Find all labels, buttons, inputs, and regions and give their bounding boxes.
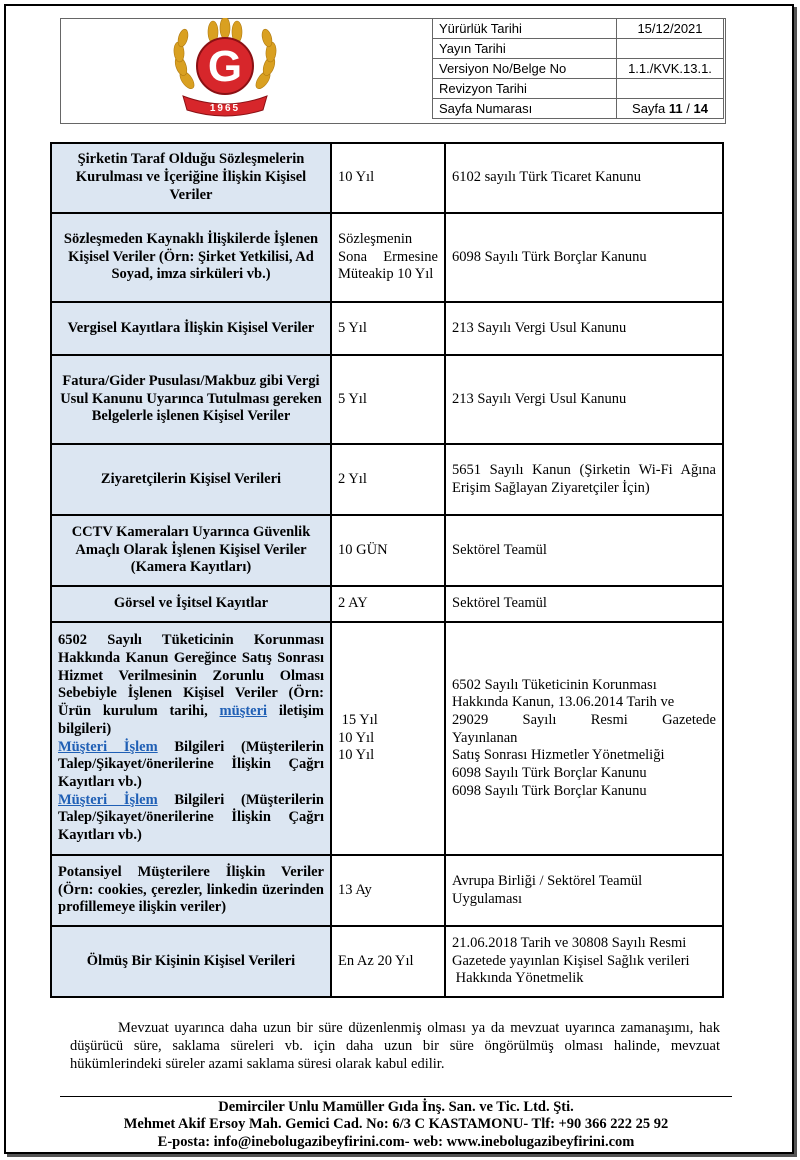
legal-note: Mevzuat uyarınca daha uzun bir süre düzenlenmiş olması ya da mevzuat uyarınca zamanaşımı, hak düşürücü süre, saklama süreleri vb. için daha uzun bir süre öngörülmüş olması halinde, mevzuat hükümlerindeki süreler azami saklama süresi olarak kabul edilir. xyxy=(70,1020,720,1072)
page-number: Sayfa 11 / 14 xyxy=(617,99,724,119)
data-category: Şirketin Taraf Olduğu Sözleşmelerin Kurulması ve İçeriğine İlişkin Kişisel Veriler xyxy=(51,143,331,213)
legal-basis xyxy=(445,622,723,855)
company-name: Demirciler Unlu Mamüller Gıda İnş. San. ve Tic. Ltd. Şti. xyxy=(218,1099,574,1115)
legal-basis-line: Hakkında Yönetmelik xyxy=(452,970,584,987)
info-row xyxy=(433,99,724,119)
footer-divider xyxy=(60,1096,732,1097)
legal-basis xyxy=(445,855,723,926)
retention-period: 10 Yıl xyxy=(331,143,445,213)
company-footer xyxy=(60,1099,732,1151)
legal-basis-line: Avrupa Birliği / Sektörel Teamül xyxy=(452,872,643,889)
table-row xyxy=(51,143,723,213)
info-value xyxy=(617,39,724,59)
company-contact: E-posta: info@inebolugazibeyfirini.com- web: www.inebolugazibeyfirini.com xyxy=(157,1133,635,1150)
legal-basis: Sektörel Teamül xyxy=(445,515,723,586)
retention-period: 2 AY xyxy=(331,586,445,622)
info-row xyxy=(433,79,724,99)
data-category: Ziyaretçilerin Kişisel Verileri xyxy=(51,444,331,515)
info-label: Versiyon No/Belge No xyxy=(433,59,617,79)
legal-basis: 213 Sayılı Vergi Usul Kanunu xyxy=(445,302,723,355)
table-row xyxy=(51,622,723,855)
table-row xyxy=(51,855,723,926)
info-value xyxy=(617,79,724,99)
retention-period: Sözleşmenin Sona Ermesine Müteakip 10 Yıl xyxy=(331,213,445,302)
legal-basis xyxy=(445,926,723,997)
info-row xyxy=(433,59,724,79)
data-category: Fatura/Gider Pusulası/Makbuz gibi Vergi Usul Kanunu Uyarınca Tutulması gereken Belgelerle işlenen Kişisel Veriler xyxy=(51,355,331,444)
retention-period xyxy=(331,622,445,855)
info-label: Yürürlük Tarihi xyxy=(433,19,617,39)
retention-period: 10 GÜN xyxy=(331,515,445,586)
info-value: 1.1./KVK.13.1. xyxy=(617,59,724,79)
legal-basis-line: 5651 Sayılı Kanun (Şirketin Wi-Fi Ağına xyxy=(452,461,716,478)
retention-period: 2 Yıl xyxy=(331,444,445,515)
table-row xyxy=(51,444,723,515)
data-category: Görsel ve İşitsel Kayıtlar xyxy=(51,586,331,622)
legal-basis: Sektörel Teamül xyxy=(445,586,723,622)
logo-letter: G xyxy=(207,42,243,91)
company-address: Mehmet Akif Ersoy Mah. Gemici Cad. No: 6/3 C KASTAMONU- Tlf: +90 366 222 25 92 xyxy=(123,1116,669,1133)
table-row xyxy=(51,586,723,622)
table-row xyxy=(51,213,723,302)
retention-period: 13 Ay xyxy=(331,855,445,926)
info-value: 15/12/2021 xyxy=(617,19,724,39)
data-category: Ölmüş Bir Kişinin Kişisel Verileri xyxy=(51,926,331,997)
legal-basis-line: Uygulaması xyxy=(452,890,523,907)
legal-basis-line: 6502 Sayılı Tüketicinin Korunması xyxy=(452,676,657,693)
legal-basis-line: 29029 Sayılı Resmi Gazetede xyxy=(452,711,716,728)
legal-basis-line: 6098 Sayılı Türk Borçlar Kanunu xyxy=(452,765,647,782)
legal-basis-line: Satış Sonrası Hizmetler Yönetmeliği xyxy=(452,747,665,764)
company-logo xyxy=(165,18,285,120)
legal-basis: 6102 sayılı Türk Ticaret Kanunu xyxy=(445,143,723,213)
data-category: Potansiyel Müşterilere İlişkin Veriler (Örn: cookies, çerezler, linkedin üzerinden profillemeye ilişkin veriler) xyxy=(51,855,331,926)
retention-period: 5 Yıl xyxy=(331,302,445,355)
data-category: 6502 Sayılı Tüketicinin Korunması Hakkında Kanun Gereğince Satış Sonrası Hizmet Verilmesinin Zorunlu Olması Sebebiyle İşlenen Kişisel Veriler (Örn: Ürün kurulum tarihi, müşteri iletişim bilgileri) Müşteri İşlem Bilgileri (Müşterilerin Talep/Şikayet/önerilerine İlişkin Çağrı Kayıtları vb.) Müşteri İşlem Bilgileri (Müşterilerin Talep/Şikayet/önerilerine İlişkin Çağrı Kayıtları vb.) xyxy=(51,622,331,855)
retention-periods-table xyxy=(50,142,724,998)
data-category: Vergisel Kayıtlara İlişkin Kişisel Veriler xyxy=(51,302,331,355)
data-category: CCTV Kameraları Uyarınca Güvenlik Amaçlı Olarak İşlenen Kişisel Veriler (Kamera Kayıtları) xyxy=(51,515,331,586)
customer-transaction-link[interactable]: Müşteri İşlem xyxy=(58,791,158,808)
table-row xyxy=(51,926,723,997)
customer-link[interactable]: müşteri xyxy=(219,703,268,720)
legal-basis-line: Erişim Sağlayan Ziyaretçiler İçin) xyxy=(452,479,650,496)
legal-basis-line: 21.06.2018 Tarih ve 30808 Sayılı Resmi xyxy=(452,934,687,951)
legal-basis-line: Hakkında Kanun, 13.06.2014 Tarih ve xyxy=(452,694,675,711)
legal-basis-line: Yayınlanan xyxy=(452,729,518,746)
table-row xyxy=(51,355,723,444)
info-label: Yayın Tarihi xyxy=(433,39,617,59)
info-label: Revizyon Tarihi xyxy=(433,79,617,99)
logo-year: 1965 xyxy=(209,103,241,114)
legal-basis-line: 6098 Sayılı Türk Borçlar Kanunu xyxy=(452,782,647,799)
legal-basis: 6098 Sayılı Türk Borçlar Kanunu xyxy=(445,213,723,302)
retention-period: 5 Yıl xyxy=(331,355,445,444)
info-label: Sayfa Numarası xyxy=(433,99,617,119)
data-category: Sözleşmeden Kaynaklı İlişkilerde İşlenen Kişisel Veriler (Örn: Şirket Yetkilisi, Ad Soyad, imza sirküleri vb.) xyxy=(51,213,331,302)
period-line: 15 Yıl xyxy=(338,711,378,728)
document-info-table xyxy=(432,18,724,119)
legal-basis xyxy=(445,444,723,515)
period-line: 10 Yıl xyxy=(338,747,375,764)
customer-transaction-link[interactable]: Müşteri İşlem xyxy=(58,738,158,755)
period-line: 10 Yıl xyxy=(338,729,375,746)
info-row xyxy=(433,39,724,59)
info-row xyxy=(433,19,724,39)
retention-period: En Az 20 Yıl xyxy=(331,926,445,997)
table-row xyxy=(51,302,723,355)
legal-basis: 213 Sayılı Vergi Usul Kanunu xyxy=(445,355,723,444)
legal-basis-line: Gazetede yayınlan Kişisel Sağlık verileri xyxy=(452,952,690,969)
table-row xyxy=(51,515,723,586)
